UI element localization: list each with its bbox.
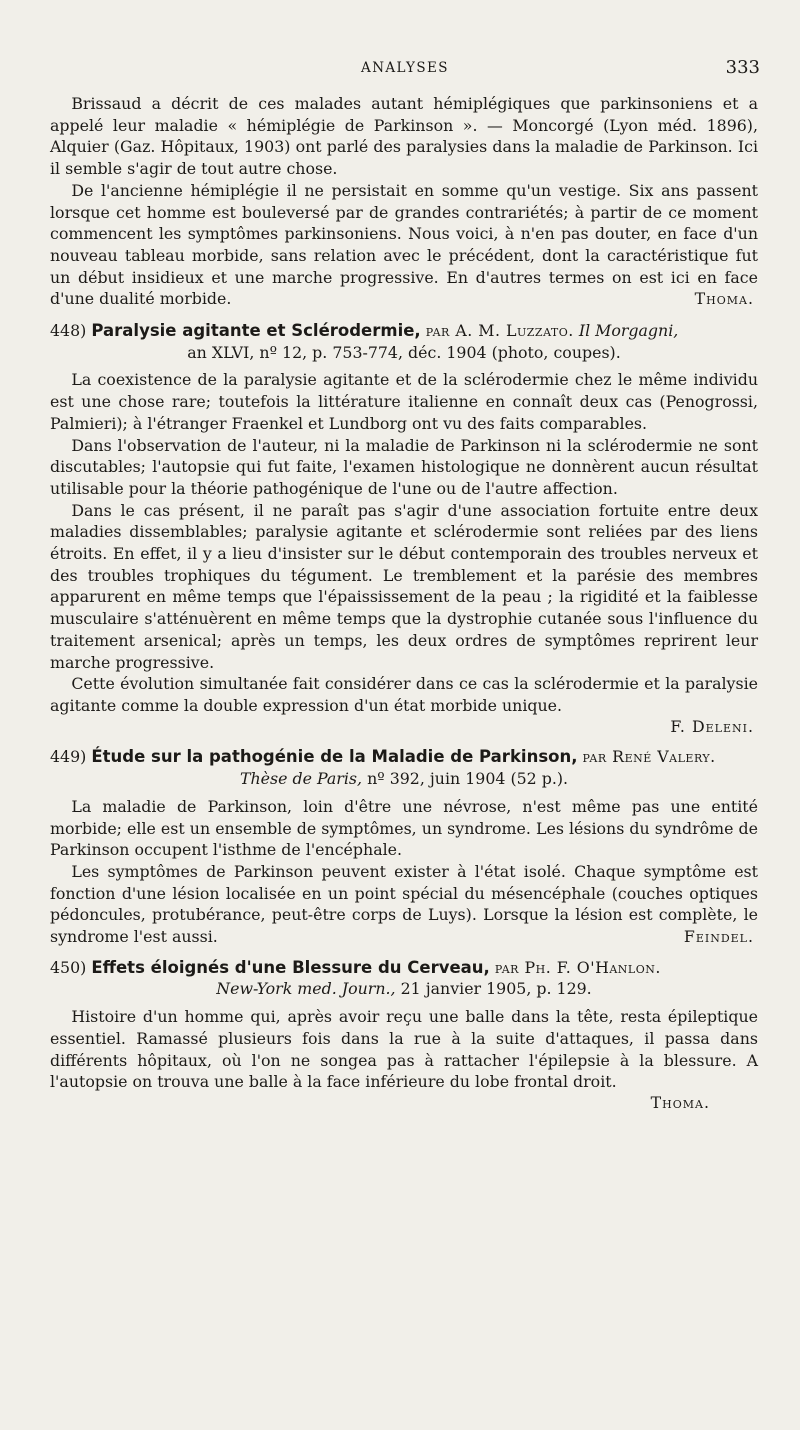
entry-title: Paralysie agitante et Sclérodermie, [91,321,421,341]
entry-details: 21 janvier 1905, p. 129. [400,979,592,999]
entry-title: Effets éloignés d'une Blessure du Cerveau, [91,957,490,977]
entry-title: Étude sur la pathogénie de la Maladie de Parkinson, [91,747,578,767]
entry-source: Il Morgagni, [578,321,679,341]
entry-number: 450) [50,957,87,977]
entry-body [50,796,758,948]
paragraph: La maladie de Parkinson, loin d'être une névrose, n'est même pas une entité morbide; elle est un ensemble de symptômes, un syndrome. Les lésions du syndrôme de Parkinson occupent l'isthme de l'encéphale. [50,796,758,860]
entry-body [50,369,758,737]
paragraph: Dans le cas présent, il ne paraît pas s'agir d'une association fortuite entre deux maladies dissemblables; paralysie agitante et sclérodermie sont reliées par des liens étroits. En effet, il y a lieu d'insister sur le début contemporain des troubles nerveux et des troubles trophiques du tégument. Le tremblement et la parésie des membres apparurent en même temps que l'épaississement de la peau ; la rigidité et la faiblesse musculaire s'atténuèrent en même temps que la dystrophie cutanée sous l'influence du traitement arsenical; après un temps, les deux ordres de symptômes reprirent leur marche progressive. [50,500,758,672]
signature: Thoma. [650,1092,710,1112]
entry-heading [50,957,758,1000]
paragraph: De l'ancienne hémiplégie il ne persistait en somme qu'un vestige. Six ans passent lorsque cet homme est bouleversé par de grandes contrariétés; à partir de ce moment commencent les symptômes parkinsoniens. Nous voici, à n'en pas douter, en face d'un nouveau tableau morbide, sans relation avec le précédent, dont la caractéristique fut un début insidieux et une marche progressive. En d'autres termes on est ici en face d'une dualité morbide. Thoma. [50,180,758,309]
entry-source-line [50,978,758,1000]
entry-number: 448) [50,321,87,341]
entry-byline: par René Valery. [582,747,716,767]
abstract-entry [50,746,758,947]
paragraph: Les symptômes de Parkinson peuvent exister à l'état isolé. Chaque symptôme est fonction d'une lésion localisée en un point spécial du mésencéphale (couches optiques pédoncules, protubérance, peut-être corps de Luys). Lorsque la lésion est complète, le syndrome l'est aussi. Feindel. [50,861,758,947]
signature: Thoma. [694,289,754,309]
signature: F. Deleni. [670,716,754,736]
paragraph: Brissaud a décrit de ces malades autant hémiplégiques que parkinsoniens et a appelé leur maladie « hémiplégie de Parkinson ». — Moncorgé (Lyon méd. 1896), Alquier (Gaz. Hôpitaux, 1903) ont parlé des paralysies dans la maladie de Parkinson. Ici il semble s'agir de tout autre chose. [50,94,758,179]
page-content [50,93,758,1114]
entry-number: 449) [50,747,87,767]
entry-details: an XLVI, nº 12, p. 753-774, déc. 1904 (photo, coupes). [187,342,621,362]
entry-heading [50,320,758,363]
entry-source-line [50,768,758,790]
abstract-entry [50,957,758,1114]
entry-body [50,1006,758,1114]
paragraph: Dans l'observation de l'auteur, ni la maladie de Parkinson ni la sclérodermie ne sont discutables; l'autopsie qui fut faite, l'examen histologique ne donnèrent aucun résultat utilisable pour la théorie pathogénique de l'une ou de l'autre affection. [50,435,758,498]
abstract-entry [50,320,758,737]
entry-byline: par A. M. Luzzato. [425,321,574,341]
running-title: ANALYSES [361,60,449,76]
intro-section [50,93,758,310]
entry-source: Thèse de Paris, [239,769,363,789]
entry-source: New-York med. Journ., [216,979,396,999]
page-header [50,57,760,84]
paragraph: Cette évolution simultanée fait considérer dans ce cas la sclérodermie et la paralysie agitante comme la double expression d'un état morbide unique. [50,674,758,715]
page-number: 333 [725,57,760,78]
entry-heading [50,746,758,789]
signature: Feindel. [683,927,754,947]
entry-byline: par Ph. F. O'Hanlon. [494,957,661,977]
paragraph: La coexistence de la paralysie agitante et de la sclérodermie chez le même individu est une chose rare; toutefois la littérature italienne en connaît deux cas (Penogrossi, Palmieri); à l'étranger Fraenkel et Lundborg ont vu des faits comparables. [50,370,758,433]
paragraph: Histoire d'un homme qui, après avoir reçu une balle dans la tête, resta épileptique essentiel. Ramassé plusieurs fois dans la rue à la suite d'attaques, il passa dans différents hôpitaux, où l'on ne songea pas à rattacher l'épilepsie à la blessure. A l'autopsie on trouva une balle à la face inférieure du lobe frontal droit. [50,1007,758,1092]
entry-details: nº 392, juin 1904 (52 p.). [367,769,569,789]
